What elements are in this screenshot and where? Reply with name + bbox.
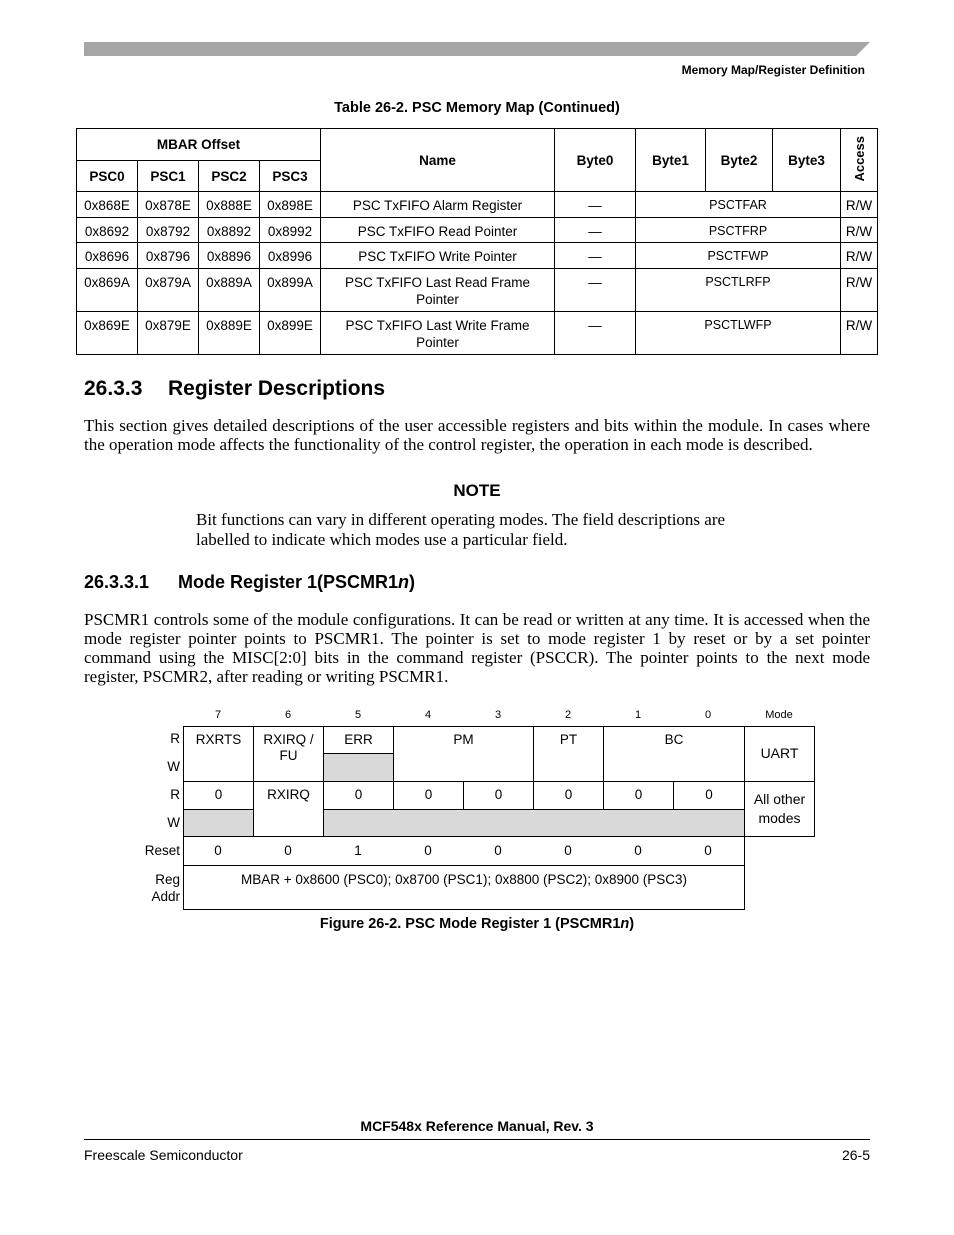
psc1-header: PSC1: [138, 161, 199, 192]
bytes-cell: PSCTLRFP: [636, 269, 841, 312]
bit-number: 4: [424, 709, 432, 721]
bit-number: 1: [634, 709, 642, 721]
bit-number: 6: [284, 709, 292, 721]
psc2-header: PSC2: [199, 161, 260, 192]
psc3-header: PSC3: [260, 161, 321, 192]
section-heading: [84, 377, 385, 401]
mode-uart: UART: [744, 726, 815, 782]
field-bit2: 0: [533, 781, 604, 810]
table-row: [77, 243, 878, 269]
figure-caption-suffix: ): [629, 916, 635, 932]
field-pm: PM: [393, 726, 534, 782]
reset-value: 0: [284, 843, 292, 858]
psc1-cell: 0x8792: [138, 218, 199, 243]
field-rxirq: RXIRQ: [253, 781, 324, 837]
byte3-header: Byte3: [773, 129, 841, 192]
access-cell: R/W: [841, 312, 878, 355]
byte0-cell: —: [555, 269, 636, 312]
reset-value: 0: [494, 843, 502, 858]
reset-value: 0: [424, 843, 432, 858]
psc2-cell: 0x888E: [199, 192, 260, 218]
psc0-cell: 0x868E: [77, 192, 138, 218]
reset-value: 0: [634, 843, 642, 858]
figure-caption-italic: n: [620, 916, 630, 932]
mode-all-other: [744, 781, 815, 837]
bit-number: 3: [494, 709, 502, 721]
reset-value: 0: [214, 843, 222, 858]
bit-number: 0: [704, 709, 712, 721]
subsection-title-suffix: ): [409, 572, 416, 592]
bit-number: 7: [214, 709, 222, 721]
table-row: [77, 269, 878, 312]
psc1-cell: 0x878E: [138, 192, 199, 218]
bit-number: 2: [564, 709, 572, 721]
field-pt: PT: [533, 726, 604, 782]
bit-number: 5: [354, 709, 362, 721]
psc1-cell: 0x879E: [138, 312, 199, 355]
running-head: Memory Map/Register Definition: [681, 63, 865, 77]
section-title: Register Descriptions: [168, 377, 386, 400]
access-header-label: Access: [851, 135, 867, 182]
figure-caption: [0, 916, 954, 932]
table-row: [77, 218, 878, 243]
reg-addr-value: MBAR + 0x8600 (PSC0); 0x8700 (PSC1); 0x8800 (PSC2); 0x8900 (PSC3): [183, 865, 745, 910]
name-cell: PSC TxFIFO Write Pointer: [321, 243, 555, 269]
figure-caption-text: Figure 26-2. PSC Mode Register 1 (PSCMR1: [319, 916, 621, 932]
psc0-cell: 0x8696: [77, 243, 138, 269]
psc0-cell: 0x869A: [77, 269, 138, 312]
name-cell: PSC TxFIFO Alarm Register: [321, 192, 555, 218]
footer-title: MCF548x Reference Manual, Rev. 3: [360, 1118, 594, 1134]
field-bc: BC: [603, 726, 745, 782]
bytes-cell: PSCTFRP: [636, 218, 841, 243]
table-row: [77, 192, 878, 218]
psc3-cell: 0x8996: [260, 243, 321, 269]
psc3-cell: 0x8992: [260, 218, 321, 243]
psc3-cell: 0x899E: [260, 312, 321, 355]
mode-all-other-line2: modes: [758, 810, 801, 826]
name-cell: PSC TxFIFO Last Write Frame Pointer: [321, 312, 555, 355]
section-number: 26.3.3: [84, 377, 143, 400]
reserved-w-bits5-0: [323, 809, 745, 837]
bytes-cell: PSCTLWFP: [636, 312, 841, 355]
field-bit0: 0: [673, 781, 745, 810]
reset-value: 0: [564, 843, 572, 858]
row-label-r: R: [170, 787, 180, 802]
byte0-cell: —: [555, 218, 636, 243]
row-label-reset: Reset: [144, 843, 180, 858]
psc1-cell: 0x879A: [138, 269, 199, 312]
field-rxirq-fu-line2: FU: [279, 748, 298, 763]
subsection-title: Mode Register 1(PSCMR1: [178, 572, 399, 592]
byte0-cell: —: [555, 312, 636, 355]
footer-left: Freescale Semiconductor: [84, 1147, 243, 1163]
psc-memory-map-table: [76, 128, 878, 355]
psc2-cell: 0x8896: [199, 243, 260, 269]
psc3-cell: 0x898E: [260, 192, 321, 218]
note-text: Bit functions can vary in different operating modes. The field descriptions are labelled to indicate which modes use a particular field.: [196, 510, 726, 549]
reset-value: 1: [354, 843, 362, 858]
byte1-header: Byte1: [636, 129, 706, 192]
psc2-cell: 0x8892: [199, 218, 260, 243]
psc3-cell: 0x899A: [260, 269, 321, 312]
psc1-cell: 0x8796: [138, 243, 199, 269]
field-rxirq-fu: [253, 726, 324, 782]
field-bit7: 0: [183, 781, 254, 810]
bytes-cell: PSCTFWP: [636, 243, 841, 269]
access-cell: R/W: [841, 218, 878, 243]
name-cell: PSC TxFIFO Read Pointer: [321, 218, 555, 243]
field-rxirq-fu-line1: RXIRQ /: [263, 732, 314, 747]
byte0-cell: —: [555, 192, 636, 218]
access-cell: R/W: [841, 192, 878, 218]
subsection-heading: [84, 572, 415, 593]
subsection-title-italic: n: [398, 572, 410, 592]
field-bit3: 0: [463, 781, 534, 810]
reserved-w-bit7: [183, 809, 254, 837]
row-label-addr: Addr: [151, 889, 180, 904]
field-bit5: 0: [323, 781, 394, 810]
psc0-header: PSC0: [77, 161, 138, 192]
reset-value: 0: [704, 843, 712, 858]
byte0-cell: —: [555, 243, 636, 269]
psc2-cell: 0x889E: [199, 312, 260, 355]
bytes-cell: PSCTFAR: [636, 192, 841, 218]
access-cell: R/W: [841, 243, 878, 269]
byte2-header: Byte2: [706, 129, 773, 192]
mbar-offset-header: MBAR Offset: [77, 129, 321, 161]
reserved-w-err: [323, 753, 394, 782]
header-bar: [84, 42, 870, 56]
access-cell: R/W: [841, 269, 878, 312]
field-bit1: 0: [603, 781, 674, 810]
psc0-cell: 0x869E: [77, 312, 138, 355]
section-paragraph: This section gives detailed descriptions of the user accessible registers and bits within the module. In cases where the operation mode affects the functionality of the control register, the operation in each mode is described.: [84, 416, 870, 454]
page-number: 26-5: [841, 1147, 870, 1163]
psc0-cell: 0x8692: [77, 218, 138, 243]
row-label-w: W: [167, 759, 180, 774]
mode-all-other-line1: All other: [753, 791, 806, 807]
psc2-cell: 0x889A: [199, 269, 260, 312]
name-header: Name: [321, 129, 555, 192]
note-title: NOTE: [453, 481, 501, 500]
subsection-paragraph: PSCMR1 controls some of the module configurations. It can be read or written at any time. It is accessed when the mode register pointer points to PSCMR1. The pointer is set to mode register 1 by reset or by a set pointer command using the MISC[2:0] bits in the command register (PSCCR). The pointer points to the next mode register, PSCMR2, after reading or writing PSCMR1.: [84, 610, 870, 686]
name-cell: PSC TxFIFO Last Read Frame Pointer: [321, 269, 555, 312]
footer-rule: [84, 1139, 870, 1140]
field-rxrts: RXRTS: [183, 726, 254, 782]
table-row: [77, 312, 878, 355]
mode-label: Mode: [765, 709, 793, 721]
field-bit4: 0: [393, 781, 464, 810]
table-caption: Table 26-2. PSC Memory Map (Continued): [334, 100, 620, 116]
access-header: [841, 129, 878, 192]
field-err: ERR: [323, 726, 394, 754]
row-label-w: W: [167, 815, 180, 830]
subsection-number: 26.3.3.1: [84, 572, 150, 592]
byte0-header: Byte0: [555, 129, 636, 192]
row-label-reg: Reg: [155, 872, 180, 887]
table-header-row: [77, 129, 878, 161]
row-label-r: R: [170, 731, 180, 746]
